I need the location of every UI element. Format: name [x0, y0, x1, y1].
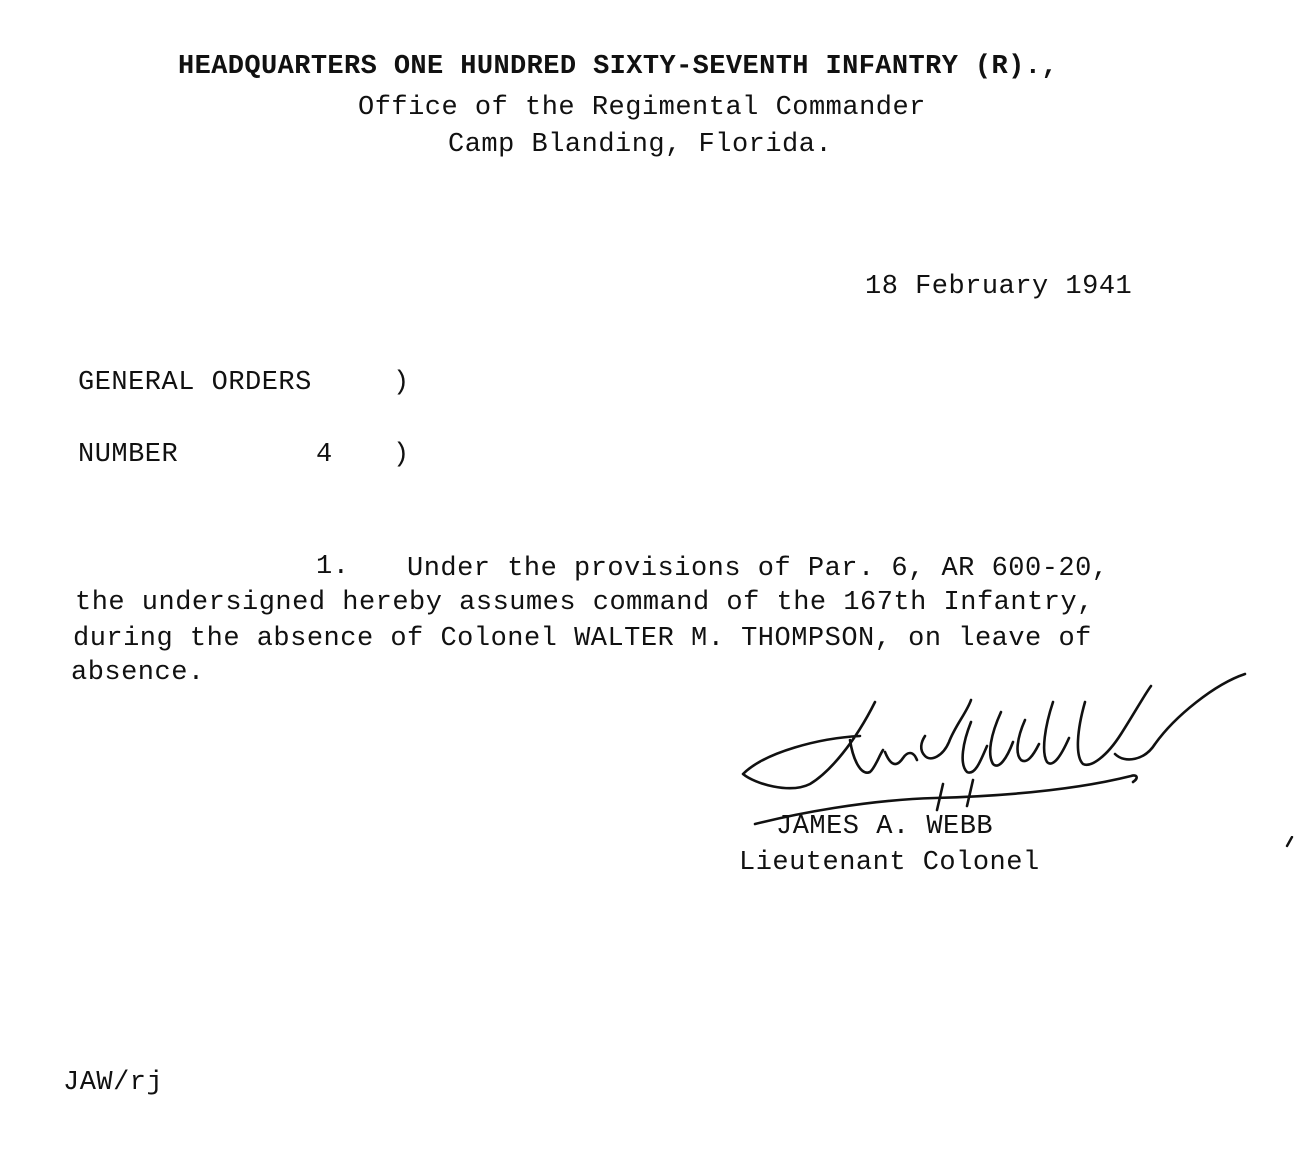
stray-ink-mark: [1284, 836, 1294, 848]
letterhead-line-3: Camp Blanding, Florida.: [448, 130, 833, 160]
signatory-name: JAMES A. WEBB: [776, 812, 994, 842]
body-line-1: Under the provisions of Par. 6, AR 600-20,: [407, 554, 1109, 584]
body-line-3: during the absence of Colonel WALTER M. THOMPSON, on leave of: [73, 624, 1092, 654]
handwritten-signature: [735, 672, 1255, 832]
body-line-4: absence.: [71, 658, 205, 688]
general-orders-paren: ): [393, 368, 410, 398]
general-orders-label: GENERAL ORDERS: [78, 368, 312, 398]
body-line-2: the undersigned hereby assumes command of the 167th Infantry,: [75, 588, 1094, 618]
letterhead-line-2: Office of the Regimental Commander: [358, 93, 926, 123]
document-date: 18 February 1941: [865, 272, 1133, 302]
number-label: NUMBER: [78, 440, 179, 470]
letterhead-line-1: HEADQUARTERS ONE HUNDRED SIXTY-SEVENTH INFANTRY (R).,: [178, 52, 1058, 82]
reference-initials: JAW/rj: [63, 1068, 164, 1098]
order-number: 4: [316, 440, 333, 470]
signatory-title: Lieutenant Colonel: [739, 848, 1040, 878]
number-paren: ): [393, 440, 410, 470]
paragraph-number: 1.: [316, 552, 350, 582]
